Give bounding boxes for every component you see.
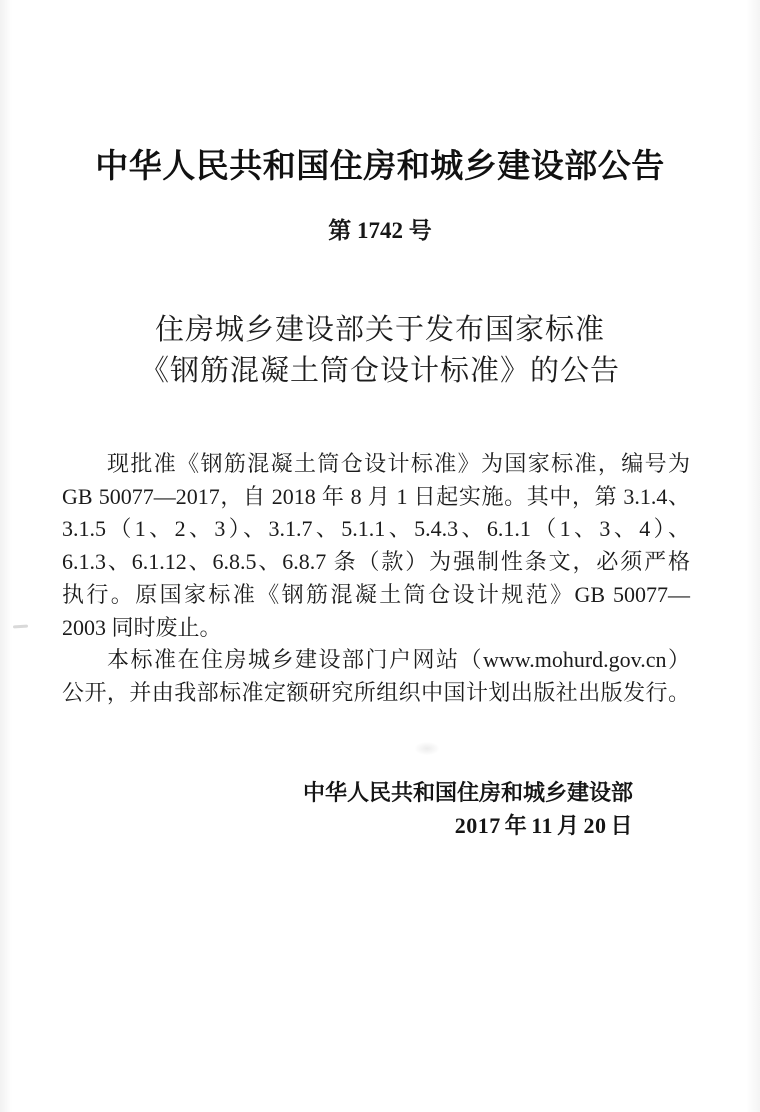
page-title: 中华人民共和国住房和城乡建设部公告 xyxy=(95,147,665,184)
body-text xyxy=(62,448,690,710)
body-line: 6.1.3、6.1.12、6.8.5、6.8.7 条（款）为强制性条文，必须严格 xyxy=(62,549,690,575)
subtitle-line-1: 住房城乡建设部关于发布国家标准 xyxy=(154,314,605,346)
body-line: 本标准在住房城乡建设部门户网站（www.mohurd.gov.cn） xyxy=(107,647,690,673)
signature-date: 2017 年 11 月 20 日 xyxy=(454,813,633,838)
body-line: 2003 同时废止。 xyxy=(62,614,222,640)
doc-number: 第 1742 号 xyxy=(328,218,432,243)
body-line: GB 50077—2017，自 2018 年 8 月 1 日起实施。其中，第 3.1.4、 xyxy=(62,483,691,509)
body-line: 现批准《钢筋混凝土筒仓设计标准》为国家标准，编号为 xyxy=(107,451,690,476)
scan-artifact-smudge xyxy=(415,742,439,755)
doc-subtitle xyxy=(0,310,760,392)
subtitle-line-2: 《钢筋混凝土筒仓设计标准》的公告 xyxy=(139,355,620,387)
body-line: 执行。原国家标准《钢筋混凝土筒仓设计规范》GB 50077— xyxy=(62,581,690,607)
body-line: 公开，并由我部标准定额研究所组织中国计划出版社出版发行。 xyxy=(62,679,690,705)
signature: 中华人民共和国住房和城乡建设部 xyxy=(302,780,633,805)
signature-block xyxy=(303,776,633,842)
body-line: 3.1.5（1、2、3）、3.1.7、5.1.1、5.4.3、6.1.1（1、3、4）、 xyxy=(62,516,690,542)
scan-artifact-dash xyxy=(13,624,28,628)
